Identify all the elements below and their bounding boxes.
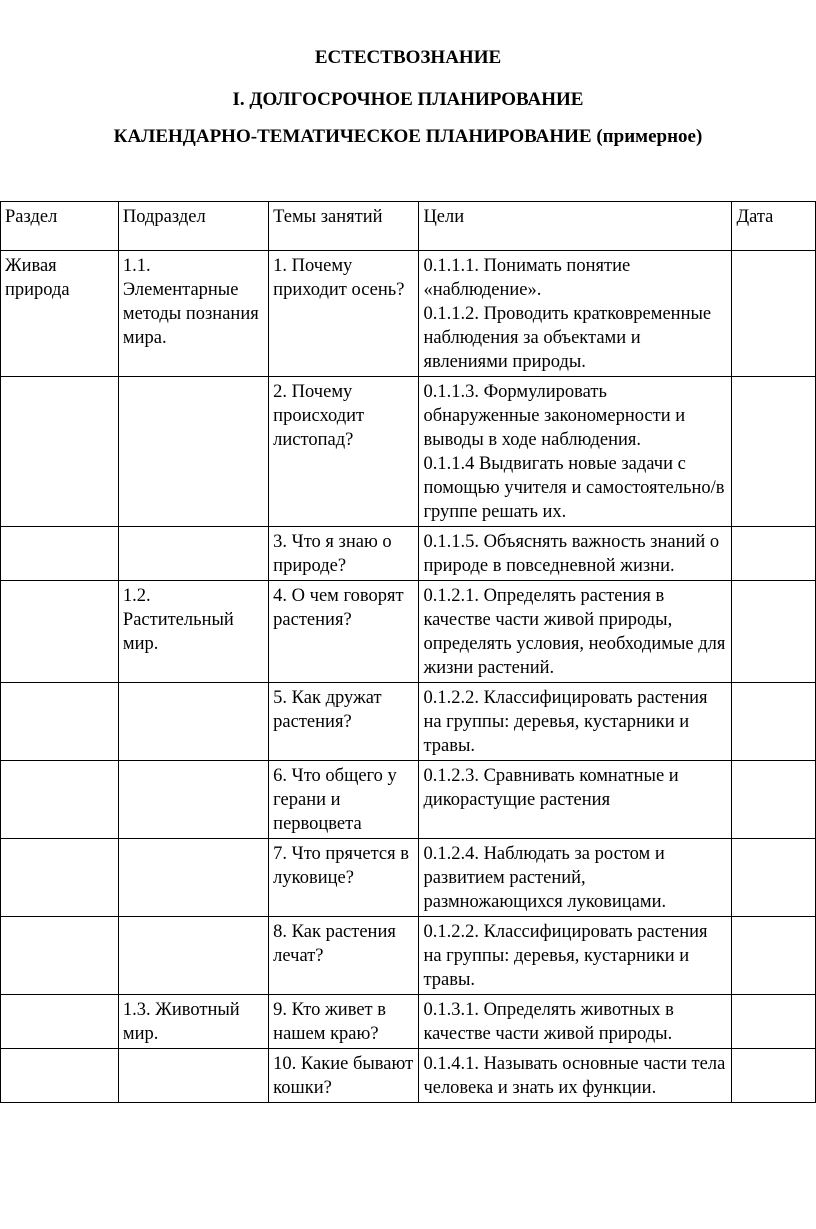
plan-title-main: КАЛЕНДАРНО-ТЕМАТИЧЕСКОЕ ПЛАНИРОВАНИЕ bbox=[113, 126, 592, 147]
cell-date bbox=[732, 683, 816, 761]
cell-subsection bbox=[118, 1049, 268, 1103]
cell-subsection: 1.1. Элементарные методы познания мира. bbox=[118, 251, 268, 377]
subject-title: ЕСТЕСТВОЗНАНИЕ bbox=[314, 47, 502, 68]
cell-goals bbox=[419, 761, 732, 839]
table-row bbox=[1, 995, 816, 1049]
table-row bbox=[1, 917, 816, 995]
goal-item: 0.1.3.1. Определять животных в качестве части живой природы. bbox=[423, 1000, 674, 1044]
goal-item: 0.1.4.1. Называть основные части тела человека и знать их функции. bbox=[423, 1054, 726, 1098]
cell-date bbox=[732, 251, 816, 377]
col-header-date: Дата bbox=[732, 202, 816, 251]
cell-topic: 1. Почему приходит осень? bbox=[269, 251, 419, 377]
cell-section bbox=[1, 839, 119, 917]
col-header-subsection: Подраздел bbox=[118, 202, 268, 251]
cell-goals bbox=[419, 1049, 732, 1103]
goal-item: 0.1.1.3. Формулировать обнаруженные закономерности и выводы в ходе наблюдения. bbox=[423, 382, 686, 450]
cell-date bbox=[732, 581, 816, 683]
cell-topic: 4. О чем говорят растения? bbox=[269, 581, 419, 683]
cell-date bbox=[732, 761, 816, 839]
cell-section bbox=[1, 995, 119, 1049]
cell-topic: 5. Как дружат растения? bbox=[269, 683, 419, 761]
cell-topic: 9. Кто живет в нашем краю? bbox=[269, 995, 419, 1049]
cell-subsection bbox=[118, 377, 268, 527]
cell-section bbox=[1, 377, 119, 527]
cell-section bbox=[1, 527, 119, 581]
cell-date bbox=[732, 527, 816, 581]
col-header-section: Раздел bbox=[1, 202, 119, 251]
cell-goals bbox=[419, 251, 732, 377]
goal-item: 0.1.2.4. Наблюдать за ростом и развитием растений, размножающихся луковицами. bbox=[423, 844, 667, 912]
cell-date bbox=[732, 1049, 816, 1103]
cell-subsection bbox=[118, 839, 268, 917]
cell-goals bbox=[419, 917, 732, 995]
table-header-row bbox=[1, 202, 816, 251]
table-row bbox=[1, 377, 816, 527]
col-header-goals: Цели bbox=[419, 202, 732, 251]
goal-item: 0.1.1.4 Выдвигать новые задачи с помощью учителя и самостоятельно/в группе решать их. bbox=[423, 454, 725, 522]
goal-item: 0.1.1.1. Понимать понятие «наблюдение». bbox=[423, 256, 631, 300]
cell-section: Живая природа bbox=[1, 251, 119, 377]
goal-item: 0.1.1.5. Объяснять важность знаний о природе в повседневной жизни. bbox=[423, 532, 720, 576]
cell-section bbox=[1, 917, 119, 995]
cell-date bbox=[732, 377, 816, 527]
cell-goals bbox=[419, 839, 732, 917]
cell-goals bbox=[419, 683, 732, 761]
cell-subsection bbox=[118, 527, 268, 581]
cell-goals bbox=[419, 995, 732, 1049]
table-row bbox=[1, 839, 816, 917]
cell-subsection bbox=[118, 917, 268, 995]
table-body bbox=[1, 251, 816, 1103]
table-row bbox=[1, 1049, 816, 1103]
cell-topic: 3. Что я знаю о природе? bbox=[269, 527, 419, 581]
cell-goals bbox=[419, 527, 732, 581]
cell-topic: 7. Что прячется в луковице? bbox=[269, 839, 419, 917]
cell-date bbox=[732, 995, 816, 1049]
cell-goals bbox=[419, 377, 732, 527]
cell-topic: 8. Как растения лечат? bbox=[269, 917, 419, 995]
goal-item: 0.1.1.2. Проводить кратковременные наблюдения за объектами и явлениями природы. bbox=[423, 304, 712, 372]
cell-section bbox=[1, 683, 119, 761]
table-row bbox=[1, 251, 816, 377]
cell-date bbox=[732, 917, 816, 995]
table-row bbox=[1, 761, 816, 839]
table-row bbox=[1, 581, 816, 683]
goal-item: 0.1.2.3. Сравнивать комнатные и дикорастущие растения bbox=[423, 766, 679, 810]
cell-subsection bbox=[118, 683, 268, 761]
goal-item: 0.1.2.2. Классифицировать растения на группы: деревья, кустарники и травы. bbox=[423, 922, 708, 990]
cell-section bbox=[1, 1049, 119, 1103]
cell-topic: 2. Почему происходит листопад? bbox=[269, 377, 419, 527]
col-header-topic: Темы занятий bbox=[269, 202, 419, 251]
plan-title bbox=[0, 126, 816, 148]
cell-subsection: 1.2. Растительный мир. bbox=[118, 581, 268, 683]
cell-section bbox=[1, 581, 119, 683]
cell-date bbox=[732, 839, 816, 917]
cell-topic: 6. Что общего у герани и первоцвета bbox=[269, 761, 419, 839]
cell-subsection bbox=[118, 761, 268, 839]
table-row bbox=[1, 527, 816, 581]
cell-section bbox=[1, 761, 119, 839]
table-row bbox=[1, 683, 816, 761]
goal-item: 0.1.2.1. Определять растения в качестве части живой природы, определять условия, необходимые для жизни растений. bbox=[423, 586, 726, 678]
section-title: I. ДОЛГОСРОЧНОЕ ПЛАНИРОВАНИЕ bbox=[232, 89, 584, 110]
goal-item: 0.1.2.2. Классифицировать растения на группы: деревья, кустарники и травы. bbox=[423, 688, 708, 756]
cell-topic: 10. Какие бывают кошки? bbox=[269, 1049, 419, 1103]
planning-table bbox=[0, 201, 816, 1103]
plan-title-note: (примерное) bbox=[596, 126, 703, 147]
cell-subsection: 1.3. Животный мир. bbox=[118, 995, 268, 1049]
cell-goals bbox=[419, 581, 732, 683]
